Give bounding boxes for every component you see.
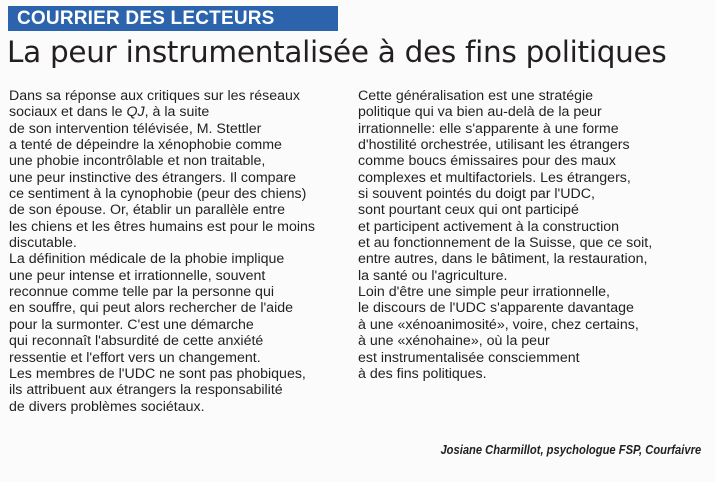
- text-line: une peur intense et irrationnelle, souvent: [9, 267, 266, 284]
- text-line: la santé ou l'agriculture.: [358, 267, 508, 284]
- article-headline: La peur instrumentalisée à des fins politiques: [7, 35, 667, 69]
- text-line: complexes et multifactoriels. Les étrangers,: [358, 169, 631, 186]
- text-line: de divers problèmes sociétaux.: [9, 398, 205, 415]
- text-line: entre autres, dans le bâtiment, la restauration,: [358, 251, 648, 268]
- text-line: Les membres de l'UDC ne sont pas phobiques,: [9, 365, 306, 382]
- text-line: de son intervention télévisée, M. Stettler: [9, 120, 262, 137]
- text-line: les chiens et les êtres humains est pour le moins: [9, 218, 315, 235]
- text-line: si souvent pointés du doigt par l'UDC,: [358, 186, 595, 203]
- text-line: et participent activement à la construction: [358, 218, 620, 235]
- text-line: reconnue comme telle par la personne qui: [9, 284, 274, 301]
- text-line: une peur instinctive des étrangers. Il compare: [9, 169, 297, 186]
- text-line: a tenté de dépeindre la xénophobie comme: [9, 137, 282, 154]
- section-rubric: COURRIER DES LECTEURS: [8, 6, 338, 31]
- text-line: Dans sa réponse aux critiques sur les réseaux: [9, 88, 300, 104]
- article-column-right: [358, 88, 703, 382]
- text-line: Cette généralisation est une stratégie: [358, 88, 594, 104]
- text-line: Loin d'être une simple peur irrationnelle,: [358, 284, 610, 301]
- text-line: à des fins politiques.: [358, 365, 487, 382]
- text-line: ils attribuent aux étrangers la responsabilité: [9, 382, 283, 399]
- text-line: une phobie incontrôlable et non traitable,: [9, 153, 266, 170]
- text-line: le discours de l'UDC s'apparente davantage: [358, 300, 634, 317]
- text-line: pour la surmonter. C'est une démarche: [9, 316, 254, 333]
- author-signature: Josiane Charmillot, psychologue FSP, Courfaivre: [440, 442, 701, 457]
- text-line: La définition médicale de la phobie implique: [9, 251, 285, 268]
- text-line: d'hostilité orchestrée, utilisant les étrangers: [358, 137, 630, 154]
- text-line: est instrumentalisée consciemment: [358, 349, 580, 366]
- text-line: à une «xénohaine», où la peur: [358, 333, 550, 350]
- text-line: irrationnelle: elle s'apparente à une forme: [358, 120, 619, 137]
- text-line: qui reconnaît l'absurdité de cette anxiété: [9, 333, 264, 350]
- text-line: ressentie et l'effort vers un changement.: [9, 349, 261, 366]
- text-line: politique qui va bien au-delà de la peur: [358, 104, 602, 121]
- article-column-left: [9, 88, 354, 415]
- text-line: en souffre, qui peut alors rechercher de l'aide: [9, 300, 294, 317]
- text-line: sociaux et dans le QJ, à la suite: [9, 104, 210, 121]
- text-line: ce sentiment à la cynophobie (peur des chiens): [9, 186, 307, 203]
- text-line: comme boucs émissaires pour des maux: [358, 153, 616, 170]
- text-line: et au fonctionnement de la Suisse, que ce soit,: [358, 235, 653, 252]
- text-line: sont pourtant ceux qui ont participé: [358, 202, 579, 219]
- text-line: de son épouse. Or, établir un parallèle entre: [9, 202, 286, 219]
- text-line: à une «xénoanimosité», voire, chez certains,: [358, 316, 639, 333]
- text-line: discutable.: [9, 235, 77, 252]
